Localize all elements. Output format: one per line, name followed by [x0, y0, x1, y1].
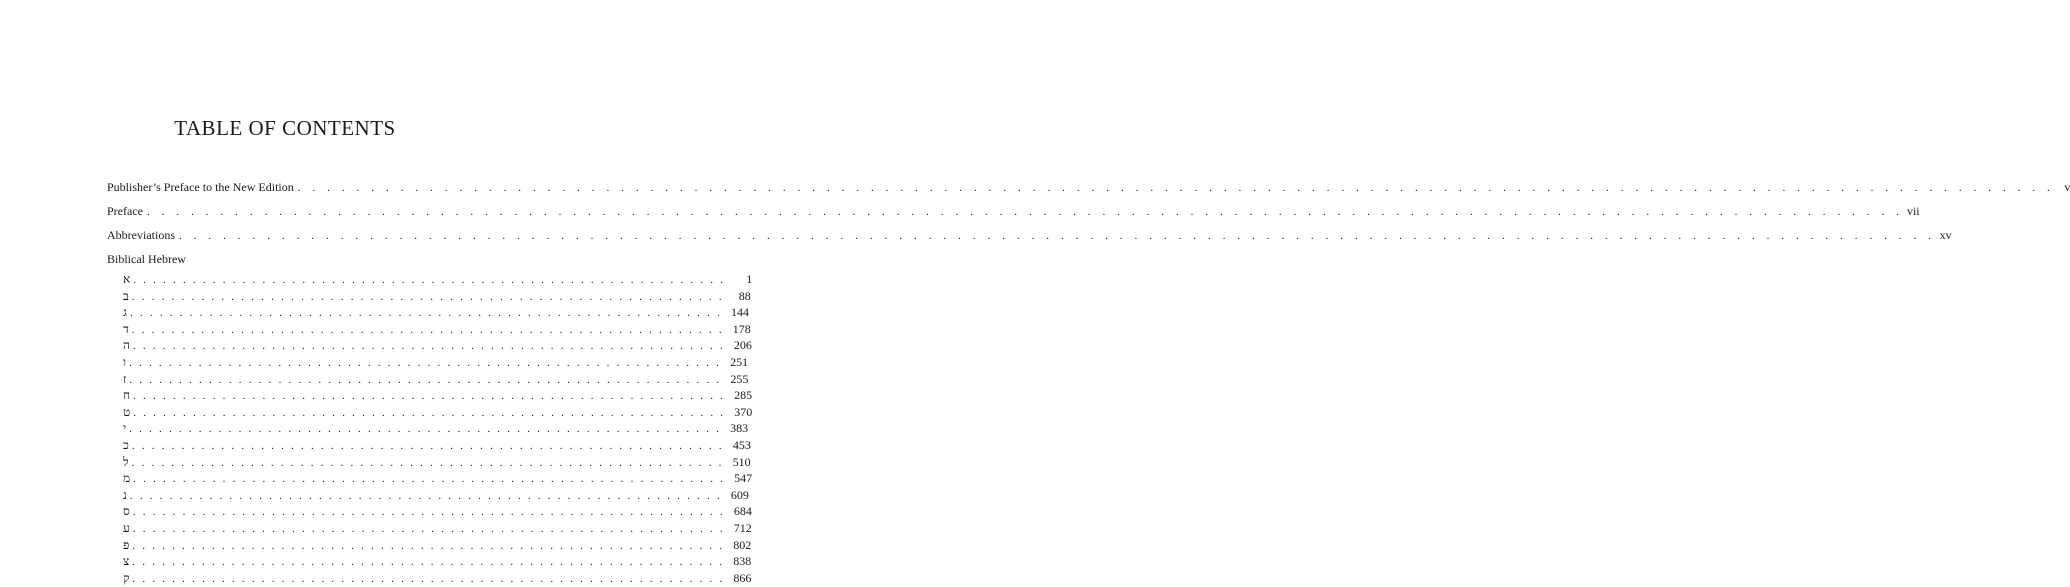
letter-entry — [123, 487, 749, 504]
dot-leader: ............................................................ — [133, 274, 731, 286]
dot-leader: ............................................................ — [132, 572, 730, 585]
letter-entry — [123, 321, 751, 338]
page-title: TABLE OF CONTENTS — [174, 116, 396, 140]
hebrew-letter: ו — [123, 354, 127, 369]
hebrew-letter: נ — [123, 487, 127, 502]
dot-leader: ............................................................ — [129, 489, 727, 502]
toc-entry — [107, 203, 1920, 227]
letter-entry-page: 285 — [734, 388, 753, 403]
letter-entry-page: 684 — [733, 504, 752, 519]
letter-entry-page: 370 — [734, 404, 753, 419]
letter-entry — [123, 503, 752, 520]
toc-entry-page: vii — [1906, 204, 1920, 218]
hebrew-letter: ד — [123, 321, 129, 336]
letter-entry — [123, 387, 753, 404]
dot-leader: ............................................................ — [132, 556, 730, 569]
letter-entry — [123, 553, 752, 570]
letter-entry-page: 866 — [733, 570, 752, 585]
dot-leader: ............................................................ — [131, 439, 729, 452]
dot-leader: ............................................................ — [133, 406, 731, 419]
letter-entry — [123, 420, 749, 437]
letter-entry — [123, 454, 751, 471]
letter-entry — [123, 337, 752, 354]
hebrew-letter: ס — [123, 504, 130, 519]
hebrew-letter: ח — [123, 388, 131, 403]
hebrew-letter: כ — [123, 437, 129, 452]
hebrew-letter: ה — [123, 338, 130, 353]
dot-leader: ............................................................ — [129, 307, 727, 320]
letter-entry-page: 206 — [733, 338, 752, 353]
letter-entry — [123, 371, 749, 388]
letter-entry — [123, 537, 752, 554]
letter-entry-page: 712 — [733, 520, 752, 535]
toc-entry — [107, 179, 2070, 203]
dot-leader: ............................................................ — [133, 473, 731, 486]
toc-main-entries — [107, 179, 2070, 251]
hebrew-letter: מ — [123, 471, 131, 486]
hebrew-letter: פ — [123, 537, 130, 552]
toc-entry-page: v — [2064, 180, 2070, 194]
letter-entry-page: 144 — [730, 305, 749, 320]
letter-entry-page: 453 — [732, 437, 751, 452]
toc-entry-page: xv — [1939, 228, 1952, 242]
letter-entry — [123, 288, 751, 305]
toc-entry — [107, 227, 1952, 251]
hebrew-letter: ק — [123, 570, 130, 585]
dot-leader: ............................................................ — [132, 539, 730, 552]
letter-entry — [123, 304, 749, 321]
letter-entry-page: 609 — [730, 487, 749, 502]
dot-leader: . . . . . . . . . . . . . . . . . . . . . . . . . . . . . . . . . . . . . . . . . . . . . . . . . . . . . . . . . . . . . . . . . . . . . . . . . . . . . . . . . . . . . . . . . . . . . . . . . . . . . . . . . . . . . . . . . . . . . . . . — [297, 182, 2055, 194]
letter-entry — [123, 520, 752, 537]
dot-leader: ............................................................ — [132, 506, 730, 519]
hebrew-letter: י — [123, 421, 127, 436]
letter-entry-page: 838 — [733, 554, 752, 569]
letter-entry-page: 802 — [733, 537, 752, 552]
letter-entry — [123, 354, 749, 371]
letter-entry-page: 383 — [730, 421, 749, 436]
dot-leader: ............................................................ — [129, 356, 727, 369]
section-heading: Biblical Hebrew — [107, 252, 186, 266]
letter-entry — [123, 570, 752, 587]
hebrew-letter: ז — [123, 371, 127, 386]
dot-leader: ............................................................ — [131, 290, 729, 303]
hebrew-letter: צ — [123, 554, 130, 569]
letter-entry — [123, 437, 751, 454]
dot-leader: ............................................................ — [132, 522, 730, 535]
letter-entry-page: 255 — [730, 371, 749, 386]
hebrew-letter: ע — [123, 520, 130, 535]
letter-entry-page: 510 — [732, 454, 751, 469]
hebrew-letter: ג — [123, 305, 127, 320]
toc-entry-label: Abbreviations — [107, 228, 175, 242]
dot-leader: ............................................................ — [129, 423, 727, 436]
letter-entry-page: 88 — [738, 288, 751, 303]
dot-leader: ............................................................ — [131, 456, 729, 469]
dot-leader: . . . . . . . . . . . . . . . . . . . . . . . . . . . . . . . . . . . . . . . . . . . . . . . . . . . . . . . . . . . . . . . . . . . . . . . . . . . . . . . . . . . . . . . . . . . . . . . . . . . . . . . . . . . . . . . . . . . . . . . . — [179, 230, 1936, 242]
hebrew-letter: ט — [123, 404, 131, 419]
letter-entry-page: 251 — [730, 354, 749, 369]
hebrew-letter: ל — [123, 454, 129, 469]
dot-leader: ............................................................ — [129, 373, 727, 386]
letter-entry — [123, 404, 753, 421]
letter-entry-page: 1 — [746, 272, 753, 286]
table-of-contents — [107, 179, 2070, 586]
dot-leader: ............................................................ — [132, 340, 730, 353]
letter-entry-page: 178 — [732, 321, 751, 336]
toc-entry-label: Publisher’s Preface to the New Edition — [107, 180, 294, 194]
letter-entry — [123, 271, 753, 288]
toc-entry-label: Preface — [107, 204, 143, 218]
letter-entry-page: 547 — [734, 471, 753, 486]
dot-leader: ............................................................ — [133, 390, 731, 403]
dot-leader: . . . . . . . . . . . . . . . . . . . . . . . . . . . . . . . . . . . . . . . . . . . . . . . . . . . . . . . . . . . . . . . . . . . . . . . . . . . . . . . . . . . . . . . . . . . . . . . . . . . . . . . . . . . . . . . . . . . . . . . . — [146, 206, 1904, 218]
letter-entry — [123, 470, 753, 487]
hebrew-letter: א — [123, 272, 131, 286]
hebrew-letter: ב — [123, 288, 129, 303]
hebrew-letter-list — [123, 271, 753, 586]
dot-leader: ............................................................ — [131, 323, 729, 336]
